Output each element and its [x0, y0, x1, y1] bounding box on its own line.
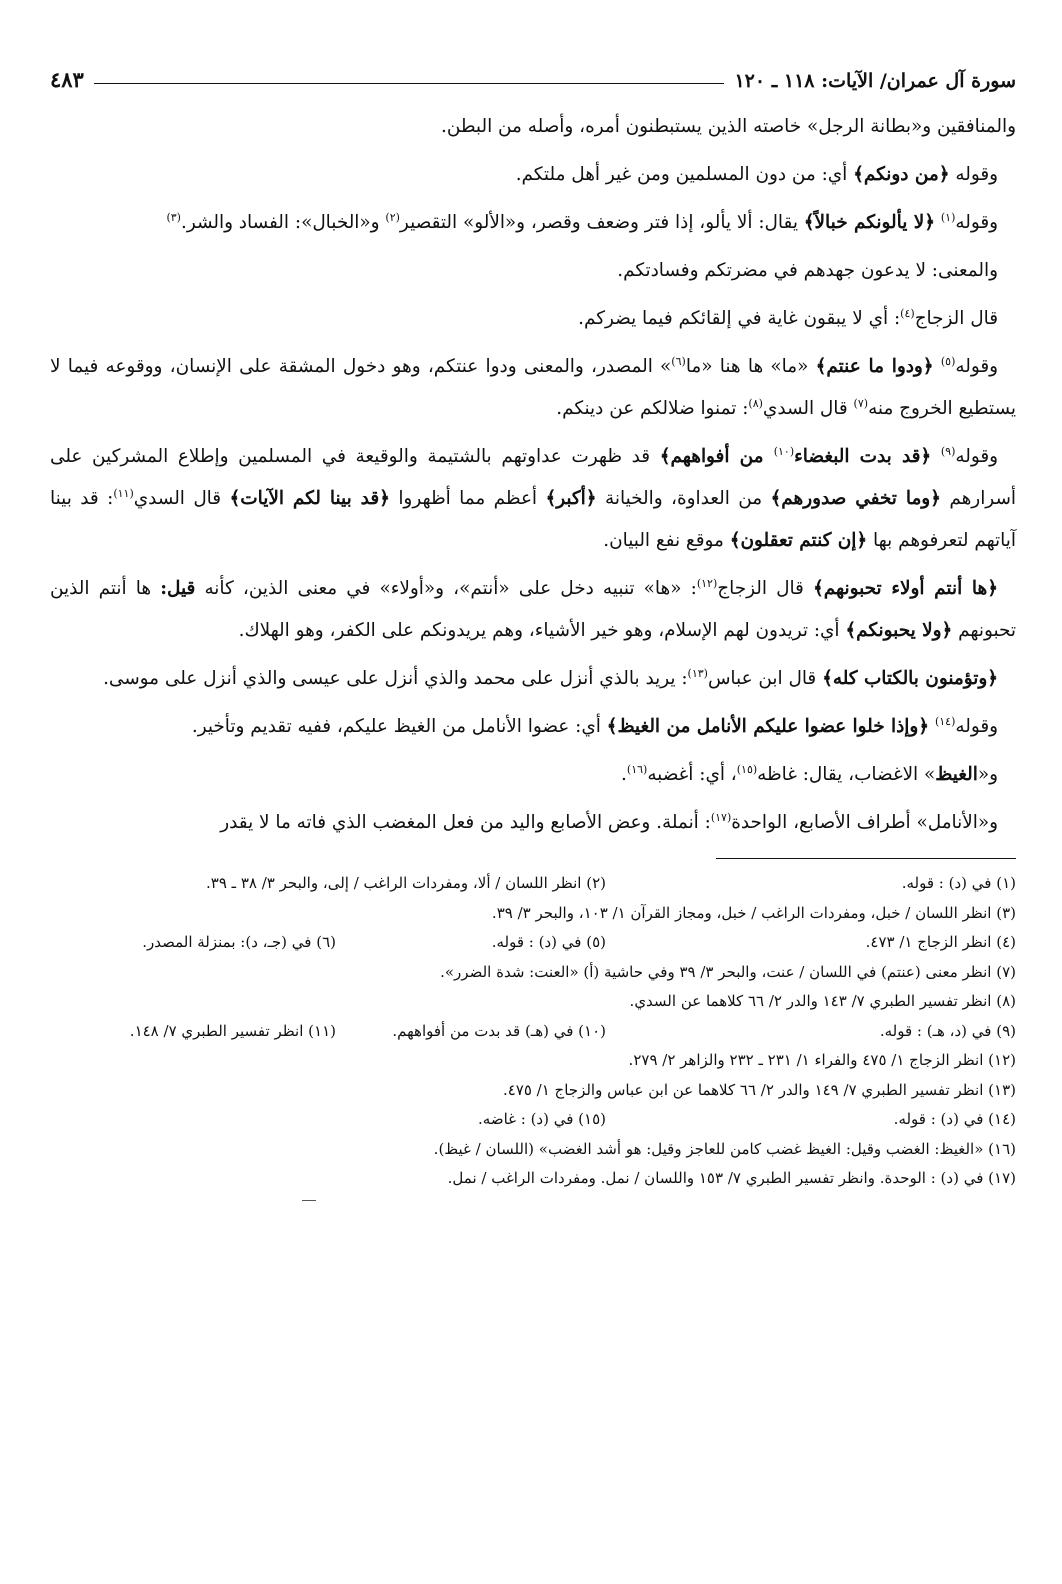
- footnote: (٢) انظر اللسان / ألا، ومفردات الراغب / إلى، والبحر ٣/ ٣٨ ـ ٣٩.: [206, 874, 606, 892]
- footnote-separator: [716, 858, 1016, 859]
- footnote-ref: (١٥): [736, 762, 758, 776]
- footnote-ref: (٧): [853, 396, 869, 410]
- quran-quote: ﴿قد بينا لكم الآيات﴾: [229, 488, 390, 509]
- running-header: [50, 58, 1016, 92]
- footnote: (١) في (د) : قوله.: [901, 874, 1016, 892]
- footnote-row: [50, 899, 1016, 929]
- footnote-row: [50, 1105, 1016, 1135]
- emphasis: قيل:: [160, 578, 196, 599]
- footnote-ref: (١٣): [687, 666, 708, 680]
- footnote: (٦) في (جـ، د): بمنزلة المصدر.: [142, 933, 336, 951]
- footnote-ref: (١٦): [626, 762, 648, 776]
- footnote-ref: (٥): [940, 354, 956, 368]
- quran-quote: ﴿ها أنتم أولاء تحبونهم﴾: [813, 578, 998, 599]
- footnote-ref: (٤): [900, 306, 915, 320]
- footnote: (٥) في (د) : قوله.: [491, 933, 606, 951]
- footnote-row: [50, 987, 1016, 1017]
- footnote-row: [50, 1017, 1016, 1047]
- running-title: سورة آل عمران/ الآيات: ١١٨ ـ ١٢٠: [734, 70, 1016, 92]
- footnote-row: [50, 1046, 1016, 1076]
- footnote-row: [50, 1135, 1016, 1165]
- quran-quote: ﴿وما تخفي صدورهم﴾: [770, 488, 941, 509]
- quran-quote: ﴿أكبر﴾: [545, 488, 597, 509]
- footnote-ref: (١٤): [934, 714, 956, 728]
- quran-quote: ﴿من دونكم﴾: [853, 164, 950, 185]
- paragraph: وقوله$^{(١)}$ ﴿لا يألونكم خبالاً﴾ يقال: ألا يألو، إذا فتر وضعف وقصر، و«الألو» التقصير$^{(٢)}$ و«الخبال»: الفساد والشر.$^{(٣)}$: [166, 210, 998, 233]
- footnote-ref: (١٠): [773, 444, 795, 458]
- footnote: (١٠) في (هـ) قد بدت من أفواههم.: [392, 1021, 606, 1040]
- emphasis: الغيظ: [935, 764, 978, 785]
- scan-mark: [302, 1200, 316, 1201]
- footnote: (٧) انظر معنى (عنتم) في اللسان / عنت، والبحر ٣/ ٣٩ وفي حاشية (أ) «العنت: شدة الضرر».: [440, 962, 1016, 981]
- footnote: (٨) انظر تفسير الطبري ٧/ ١٤٣ والدر ٢/ ٦٦ كلاهما عن السدي.: [629, 992, 1016, 1010]
- footnote: (١١) انظر تفسير الطبري ٧/ ١٤٨.: [129, 1021, 336, 1040]
- paragraph: وقوله ﴿من دونكم﴾ أي: من دون المسلمين ومن غير أهل ملتكم.: [515, 164, 998, 185]
- quran-quote: ﴿قد بدت البغضاء: [794, 446, 932, 467]
- quran-quote: ﴿لا يألونكم خبالاً﴾: [803, 212, 935, 233]
- footnote-ref: (٢): [385, 210, 400, 224]
- quran-quote: من أفواههم﴾: [659, 446, 774, 467]
- footnote-row: [50, 1164, 1016, 1194]
- footnote-ref: (٩): [940, 444, 956, 458]
- footnote-row: [50, 869, 1016, 899]
- paragraph: و«الغيظ» الاغضاب، يقال: غاظه$^{(١٥)}$، أي: أغضبه$^{(١٦)}$.: [621, 762, 998, 785]
- paragraph: و«الأنامل» أطراف الأصابع، الواحدة$^{(١٧)}$: أنملة. وعض الأصابع واليد من فعل المغضب الذي فاته ما لا يقدر: [220, 810, 998, 833]
- paragraph: وقوله$^{(١٤)}$ ﴿وإذا خلوا عضوا عليكم الأنامل من الغيظ﴾ أي: عضوا الأنامل من الغيظ عليكم، ففيه تقديم وتأخير.: [191, 714, 998, 737]
- footnote: (١٦) «الغيظ: الغضب وقيل: الغيظ غضب كامن للعاجز وقيل: هو أشد الغضب» (اللسان / غيظ).: [433, 1139, 1016, 1158]
- paragraph: قال الزجاج$^{(٤)}$: أي لا يبقون غاية في إلقائكم فيما يضركم.: [578, 306, 998, 329]
- footnote-ref: (١): [940, 210, 956, 224]
- footnote-row: [50, 928, 1016, 958]
- footnotes: [50, 869, 1016, 1201]
- main-text: [50, 106, 1016, 844]
- quran-quote: ﴿ولا يحبونكم﴾: [845, 620, 953, 641]
- footnote: (١٧) في (د) : الوحدة. وانظر تفسير الطبري ٧/ ١٥٣ واللسان / نمل. ومفردات الراغب / نمل.: [447, 1169, 1016, 1187]
- paragraph: ﴿وتؤمنون بالكتاب كله﴾ قال ابن عباس$^{(١٣)}$: يريد بالذي أنزل على محمد والذي أنزل على عيسى والذي أنزل على موسى.: [103, 666, 998, 689]
- quran-quote: ﴿ودوا ما عنتم﴾: [815, 356, 934, 377]
- paragraph: والمعنى: لا يدعون جهدهم في مضرتكم وفسادتكم.: [617, 260, 998, 281]
- paragraph: ﴿ها أنتم أولاء تحبونهم﴾ قال الزجاج$^{(١٢)}$: «ها» تنبيه دخل على «أنتم»، و«أولاء» في معنى الذين، كأنه قيل: ها أنتم الذين تحبونهم ﴿ولا يحبونكم﴾ أي: تريدون لهم الإسلام، وهو خير الأشياء، وهم يريدونكم على الكفر، وهو الهلاك.: [50, 576, 1016, 641]
- footnote-ref: (١١): [113, 486, 134, 500]
- quran-quote: ﴿إن كنتم تعقلون﴾: [729, 530, 868, 551]
- paragraph: وقوله$^{(٥)}$ ﴿ودوا ما عنتم﴾ «ما» ها هنا «ما$^{(٦)}$» المصدر، والمعنى ودوا عنتكم، وهو دخول المشقة على الإنسان، ووقوعه فيما لا يستطيع الخروج منه$^{(٧)}$ قال السدي$^{(٨)}$: تمنوا ضلالكم عن دينكم.: [50, 354, 1016, 419]
- footnote-row: [50, 1076, 1016, 1106]
- page-number: ٤٨٣: [50, 67, 84, 92]
- footnote-ref: (٦): [671, 354, 686, 368]
- header-rule: [94, 83, 725, 84]
- footnote: (١٤) في (د) : قوله.: [893, 1110, 1016, 1128]
- footnote: (٩) في (د، هـ) : قوله.: [879, 1021, 1016, 1040]
- footnote: (٤) انظر الزجاج ١/ ٤٧٣.: [865, 933, 1016, 951]
- quran-quote: ﴿وتؤمنون بالكتاب كله﴾: [822, 668, 998, 689]
- footnote: (١٢) انظر الزجاج ١/ ٤٧٥ والفراء ١/ ٢٣١ ـ ٢٣٢ والزاهر ٢/ ٢٧٩.: [628, 1051, 1016, 1069]
- footnote-ref: (١٢): [696, 576, 718, 590]
- footnote-ref: (٨): [748, 396, 763, 410]
- quran-quote: ﴿وإذا خلوا عضوا عليكم الأنامل من الغيظ﴾: [606, 716, 930, 737]
- footnote: (٣) انظر اللسان / خبل، ومفردات الراغب / خبل، ومجاز القرآن ١/ ١٠٣، والبحر ٣/ ٣٩.: [491, 903, 1016, 922]
- paragraph: والمنافقين و«بطانة الرجل» خاصته الذين يستبطنون أمره، وأصله من البطن.: [441, 116, 1016, 137]
- footnote: (١٣) انظر تفسير الطبري ٧/ ١٤٩ والدر ٢/ ٦٦ كلاهما عن ابن عباس والزجاج ١/ ٤٧٥.: [502, 1080, 1016, 1099]
- paragraph: وقوله$^{(٩)}$ ﴿قد بدت البغضاء$^{(١٠)}$ من أفواههم﴾ قد ظهرت عداوتهم بالشتيمة والوقيعة في المسلمين وإطلاع المشركين على أسرارهم ﴿وما تخفي صدورهم﴾ من العداوة، والخيانة ﴿أكبر﴾ أعظم مما أظهروا ﴿قد بينا لكم الآيات﴾ قال السدي$^{(١١)}$: قد بينا آياتهم لتعرفوهم بها ﴿إن كنتم تعقلون﴾ موقع نفع البيان.: [50, 444, 1016, 551]
- footnote-ref: (٣): [166, 210, 181, 224]
- footnote: (١٥) في (د) : غاضه.: [478, 1110, 606, 1128]
- footnote-ref: (١٧): [710, 810, 732, 824]
- footnote-row: [50, 958, 1016, 988]
